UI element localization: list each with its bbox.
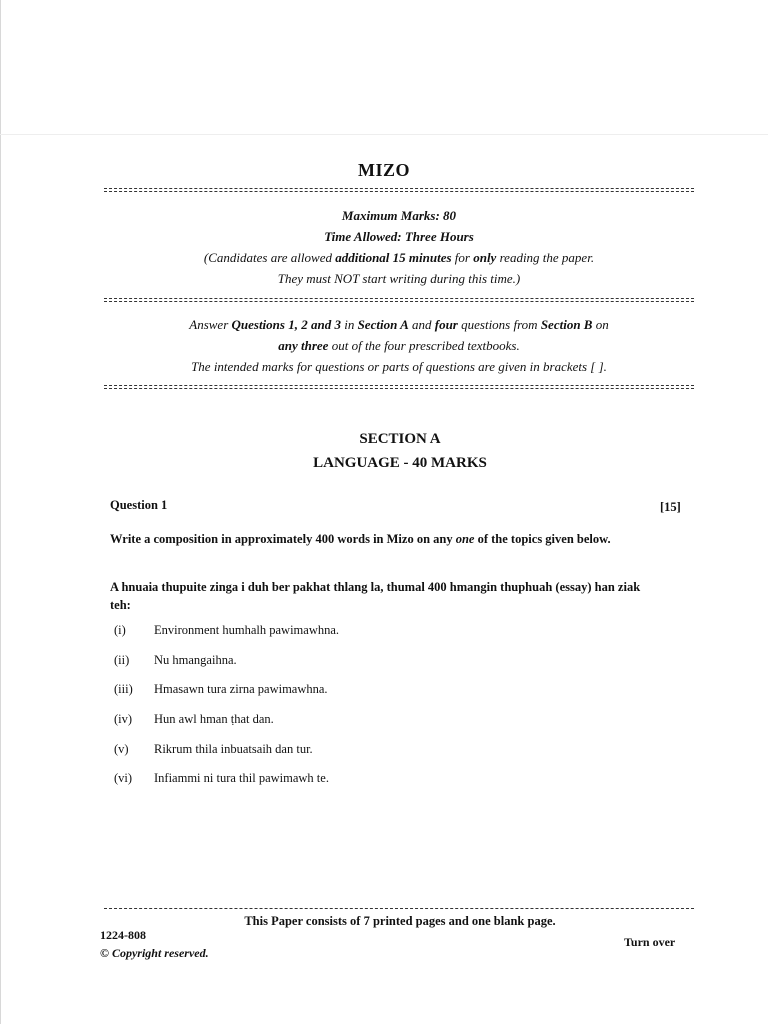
topic-option: (vi) Infiammi ni tura thil pawimawh te. bbox=[114, 771, 329, 785]
max-marks: Maximum Marks: 80 bbox=[341, 208, 457, 223]
candidate-note-1: (Candidates are allowed additional 15 minutes for only reading the paper. bbox=[203, 250, 595, 265]
instruction-line-3: The intended marks for questions or parts of questions are given in brackets [ ]. bbox=[191, 359, 607, 374]
page-count-note: This Paper consists of 7 printed pages and one blank page. bbox=[244, 914, 556, 928]
topic-option: (iv) Hun awl hman ṭhat dan. bbox=[114, 712, 274, 726]
topic-option: (ii) Nu hmangaihna. bbox=[114, 653, 237, 667]
paper-code: 1224-808 bbox=[100, 928, 146, 942]
header-info bbox=[104, 205, 694, 289]
section-subtitle: LANGUAGE - 40 MARKS bbox=[313, 455, 487, 471]
copyright-notice: © Copyright reserved. bbox=[100, 946, 209, 960]
instruction-line-1: Answer Questions 1, 2 and 3 in Section A and four questions from Section B on bbox=[189, 317, 609, 332]
question-label: Question 1 bbox=[110, 498, 168, 512]
time-allowed: Time Allowed: Three Hours bbox=[324, 229, 474, 244]
question-prompt-english: Write a composition in approximately 400 words in Mizo on any one of the topics given below. bbox=[110, 532, 611, 546]
paper-title: MIZO bbox=[357, 160, 410, 180]
section-heading: SECTION A bbox=[359, 431, 441, 447]
topic-option: (iii) Hmasawn tura zirna pawimawhna. bbox=[114, 682, 328, 696]
question-marks: [15] bbox=[660, 500, 681, 514]
candidate-note-2: They must NOT start writing during this time.) bbox=[277, 271, 521, 286]
scan-line bbox=[0, 134, 768, 135]
instruction-line-2: any three out of the four prescribed textbooks. bbox=[278, 338, 520, 353]
footer-divider bbox=[104, 908, 694, 909]
instructions bbox=[104, 314, 694, 377]
topic-option: (v) Rikrum thila inbuatsaih dan tur. bbox=[114, 742, 313, 756]
question-prompt-mizo: A hnuaia thupuite zinga i duh ber pakhat thlang la, thumal 400 hmangin thuphuah (essay) han ziak teh: bbox=[110, 580, 641, 612]
divider-bottom bbox=[104, 385, 694, 389]
divider-top bbox=[104, 188, 694, 192]
topic-option: (i) Environment humhalh pawimawhna. bbox=[114, 623, 340, 637]
divider-middle bbox=[104, 298, 694, 302]
turn-over-note: Turn over bbox=[624, 935, 676, 949]
